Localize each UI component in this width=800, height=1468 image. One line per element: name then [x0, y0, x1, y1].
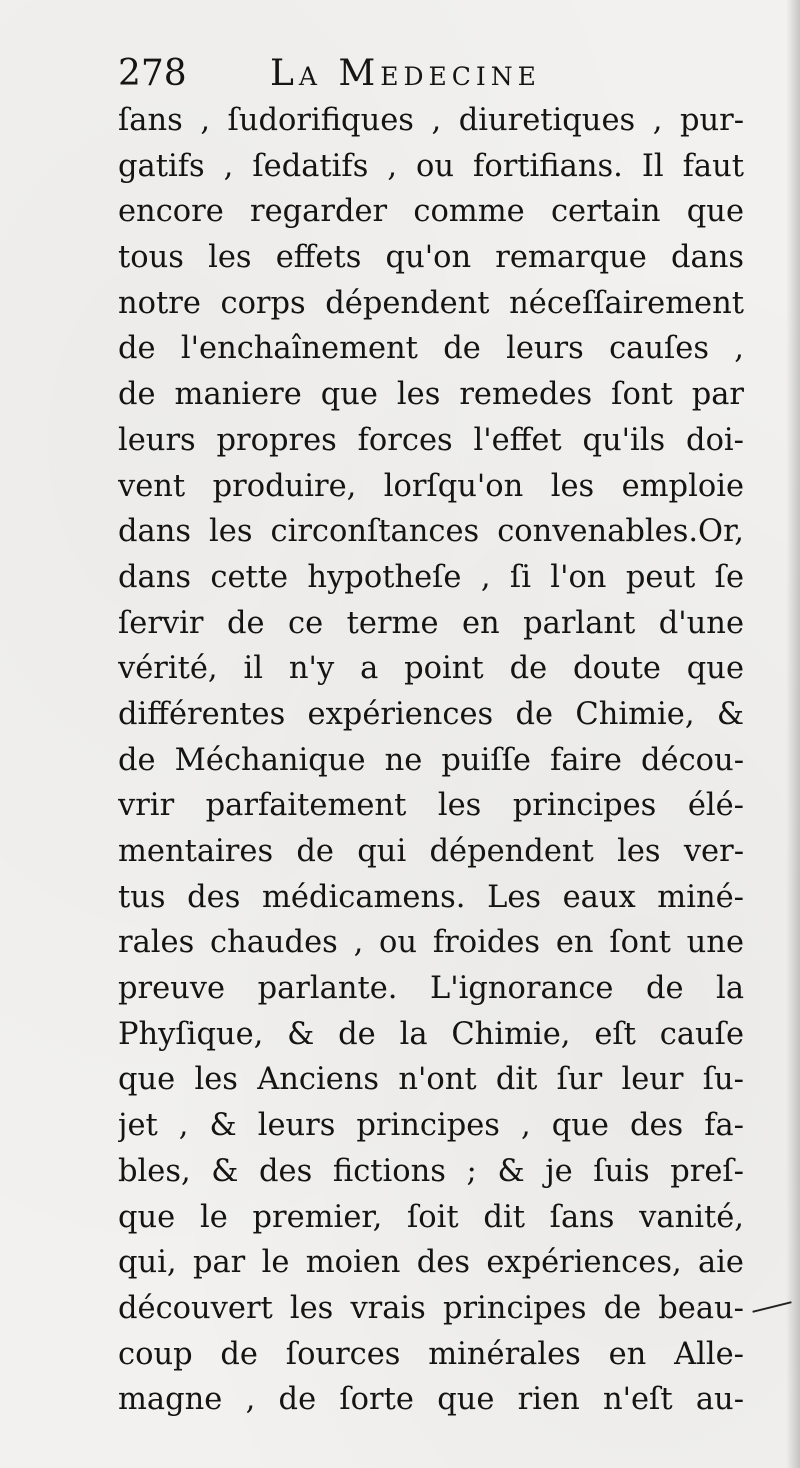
text-line: ſans , ſudorifiques , diuretiques , pur- — [118, 103, 744, 138]
page-header — [118, 42, 618, 102]
text-line: de l'enchaînement de leurs cauſes , — [118, 331, 744, 367]
text-line: mentaires de qui dépendent les ver- — [118, 834, 744, 869]
text-line: preuve parlante. L'ignorance de la — [118, 971, 744, 1007]
text-line: dans cette hypotheſe , ſi l'on peut ſe — [118, 559, 744, 595]
text-line: vent produire, lorſqu'on les emploie — [118, 468, 744, 504]
text-line: encore regarder comme certain que — [118, 194, 744, 230]
text-line: que les Anciens n'ont dit ſur leur ſu- — [118, 1062, 744, 1098]
text-line: gatifs , ſedatifs , ou fortifians. Il faut — [118, 148, 744, 184]
text-line: découvert les vrais principes de beau- — [118, 1290, 744, 1326]
text-line: qui, par le moien des expériences, aie — [118, 1245, 744, 1281]
text-line: tous les effets qu'on remarque dans — [118, 240, 744, 276]
running-head: La Medecine — [270, 53, 541, 94]
text-line: vérité, il n'y a point de doute que — [118, 651, 744, 687]
page-number: 278 — [118, 53, 187, 94]
text-line: dans les circonſtances convenables.Or, — [118, 514, 744, 550]
text-line: notre corps dépendent néceſſairement — [118, 285, 744, 321]
text-line: Phyſique, & de la Chimie, eſt cauſe — [118, 1016, 744, 1052]
text-line: coup de ſources minérales en Alle- — [118, 1336, 744, 1372]
text-line: ſervir de ce terme en parlant d'une — [118, 605, 744, 641]
body-text — [118, 98, 744, 1423]
page-edge-shadow — [786, 0, 800, 1468]
text-line: de Méchanique ne puiſſe faire décou- — [118, 742, 744, 778]
text-line: bles, & des fictions ; & je ſuis preſ- — [118, 1153, 744, 1189]
text-line: que le premier, ſoit dit ſans vanité, — [118, 1199, 744, 1235]
text-line: leurs propres forces l'effet qu'ils doi- — [118, 422, 744, 458]
text-line: jet , & leurs principes , que des fa- — [118, 1108, 744, 1144]
text-line: vrir parfaitement les principes élé- — [118, 788, 744, 824]
text-line: de maniere que les remedes ſont par — [118, 377, 744, 413]
text-line: différentes expériences de Chimie, & — [118, 696, 744, 732]
text-line: tus des médicamens. Les eaux miné- — [118, 879, 744, 915]
text-line: magne , de ſorte que rien n'eſt au- — [118, 1382, 744, 1418]
text-line: rales chaudes , ou froides en ſont une — [118, 925, 744, 961]
